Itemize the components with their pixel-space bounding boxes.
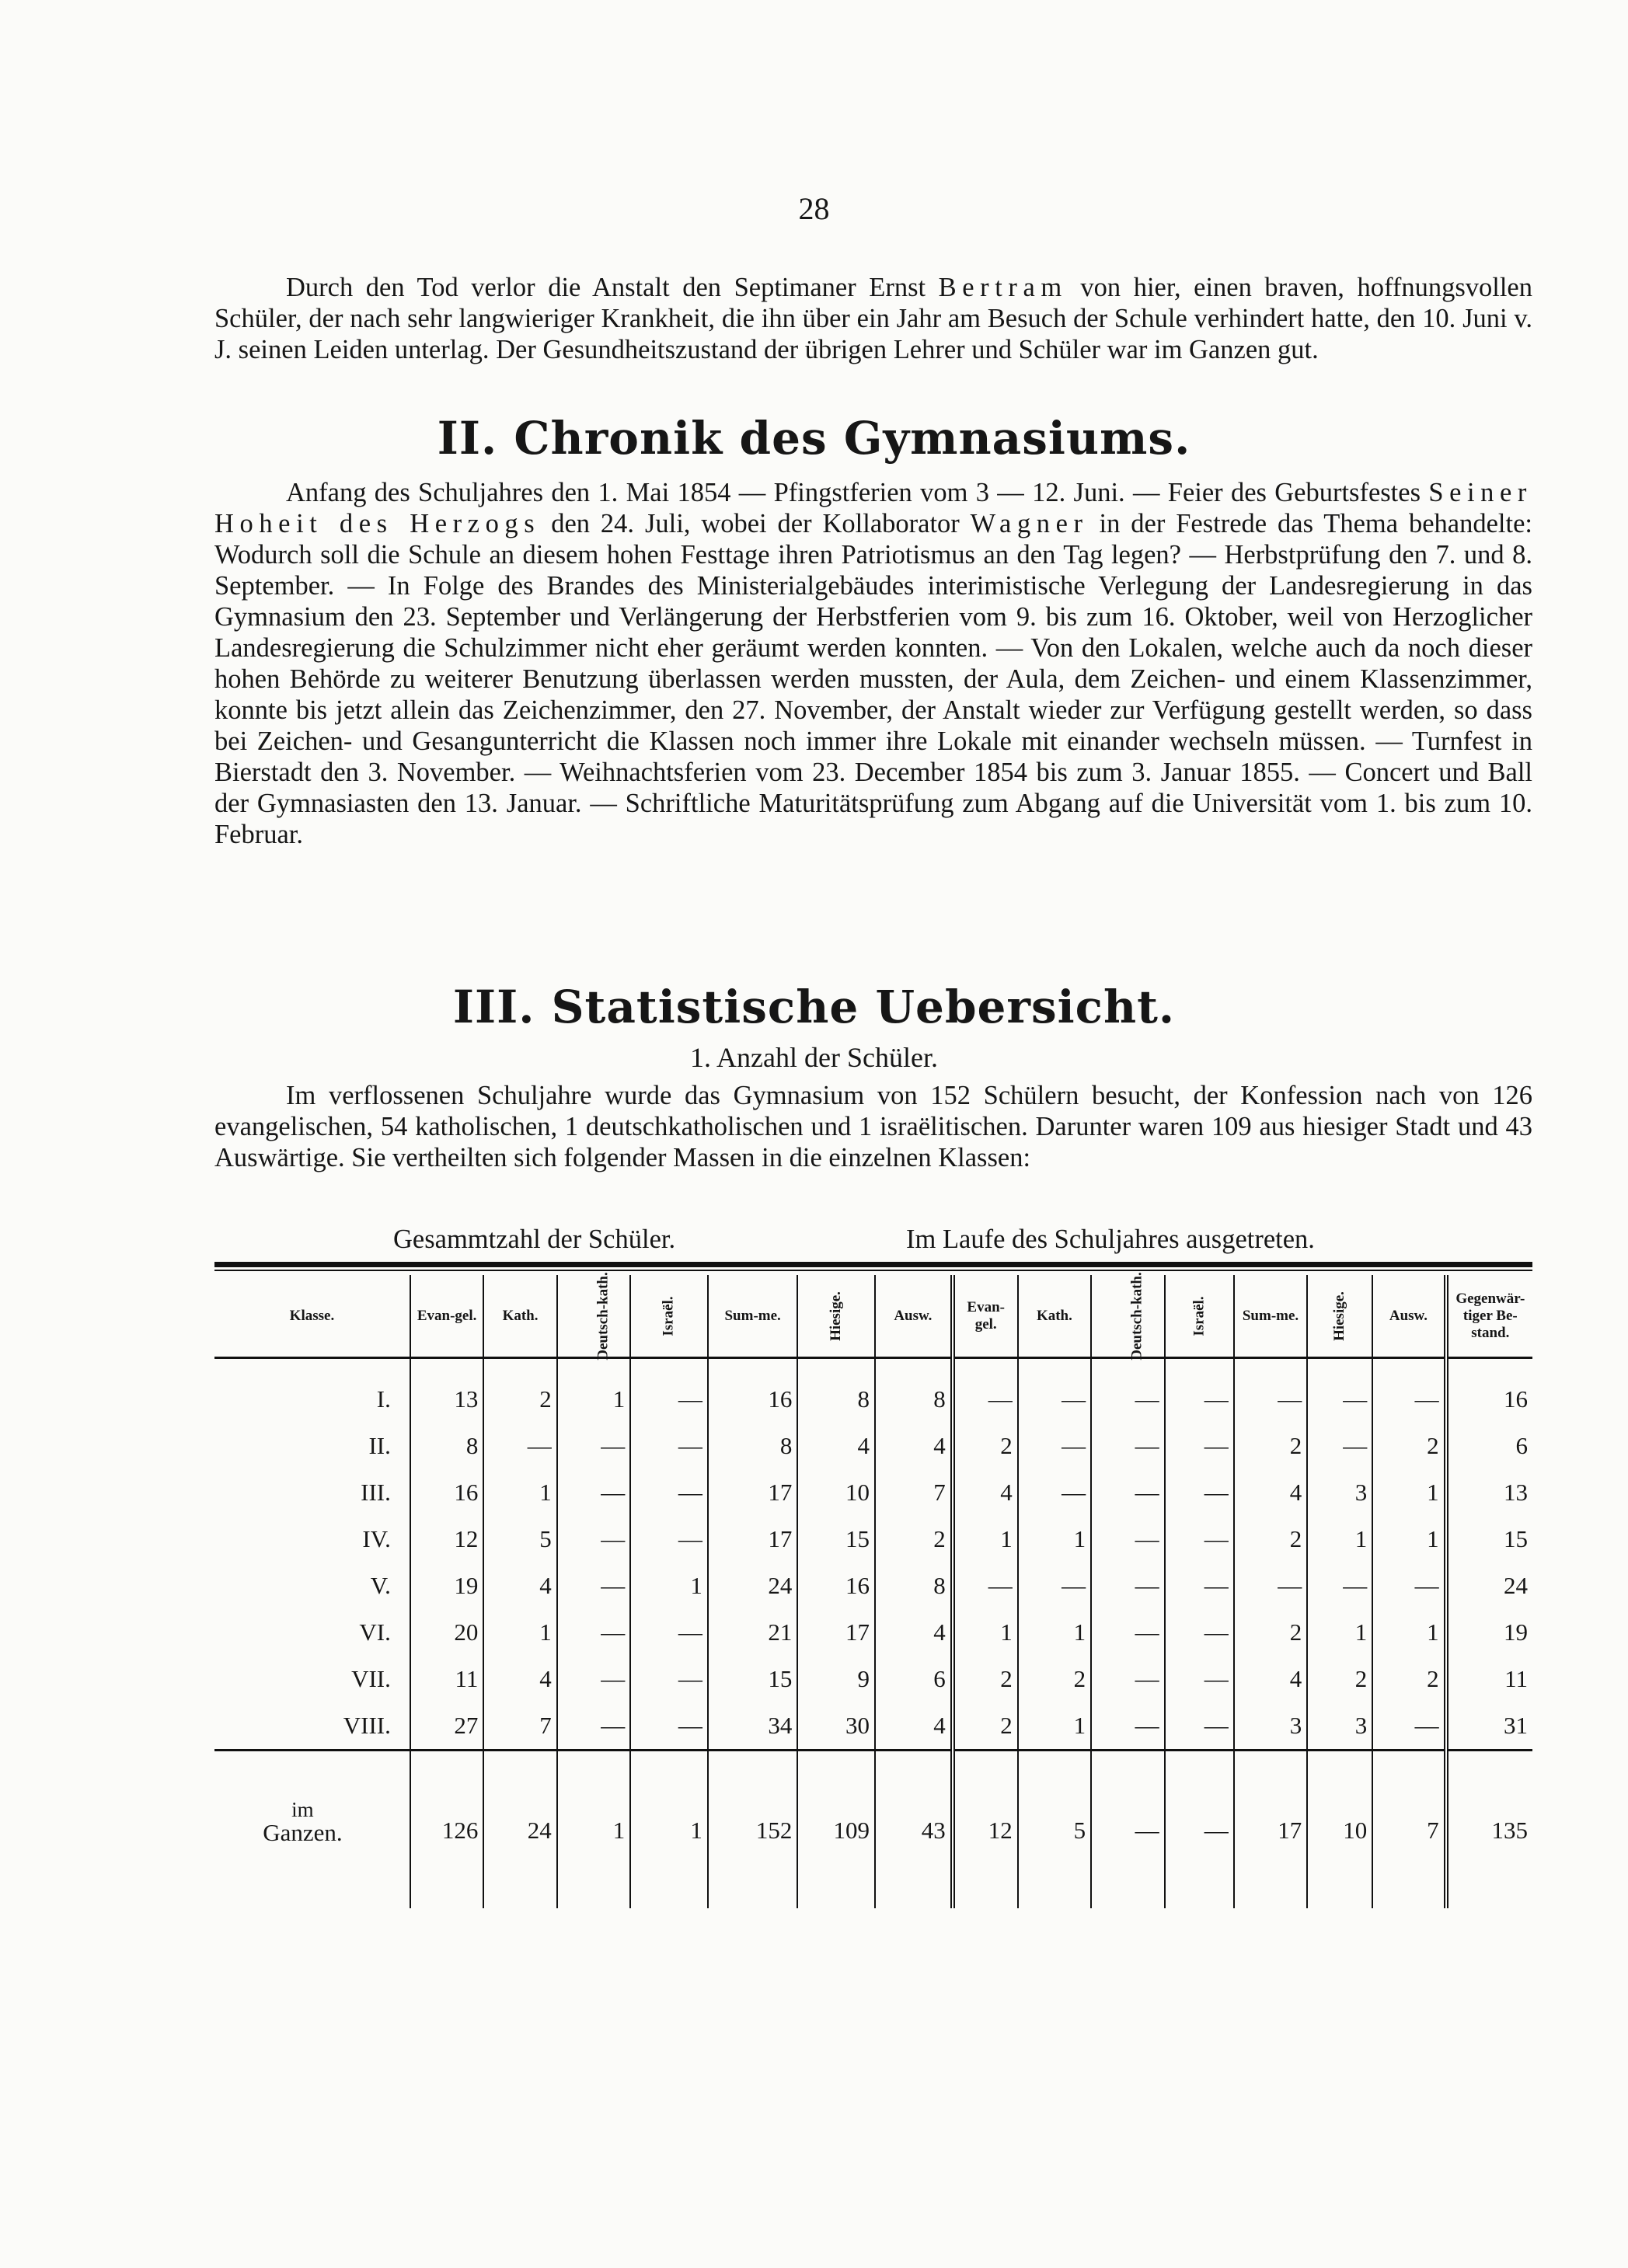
header-kath-out: Kath. [1018,1275,1091,1358]
table-cell: 17 [797,1609,875,1656]
table-cell: 3 [1234,1702,1307,1751]
table-row [214,1516,1532,1563]
table-cell: — [1372,1702,1445,1751]
table-cell: 2 [875,1516,953,1563]
table-cell: — [630,1656,708,1702]
table-cell: — [1091,1358,1164,1423]
table-cell: 27 [410,1702,483,1751]
row-class-label: VI. [359,1618,391,1646]
total-cell: 126 [410,1751,483,1859]
table-cell: — [1018,1563,1091,1609]
filler-cell [1307,1859,1372,1908]
table-cell: 2 [1307,1656,1372,1702]
table-cell: 1 [1307,1609,1372,1656]
table-cell: — [1165,1609,1234,1656]
row-class-label: VIII. [343,1712,391,1739]
filler-cell [1446,1859,1532,1908]
table-cell: — [630,1609,708,1656]
total-cell: 152 [708,1751,797,1859]
table-cell: 11 [1446,1656,1532,1702]
total-cell: 109 [797,1751,875,1859]
table-cell: 24 [708,1563,797,1609]
table-cell: 1 [1018,1702,1091,1751]
filler-cell [483,1859,556,1908]
header-klasse: Klasse. [214,1275,410,1358]
table-cell: 15 [1446,1516,1532,1563]
table-cell: 1 [1307,1516,1372,1563]
table-cell: — [953,1563,1018,1609]
header-deutschkath-out: Deutsch-kath. [1091,1275,1164,1358]
table-cell: 9 [797,1656,875,1702]
filler-cell [1091,1859,1164,1908]
table-cell: 15 [708,1656,797,1702]
total-label-bottom: Ganzen. [263,1819,343,1846]
header-evangel-out: Evan-gel. [953,1275,1018,1358]
table-cell: — [1307,1358,1372,1423]
table-cell: 16 [410,1469,483,1516]
table-cell: 19 [410,1563,483,1609]
intro-paragraph: Durch den Tod verlor die Anstalt den Septimaner Ernst Bertram von hier, einen braven, hoffnungsvollen Schüler, der nach sehr langwieriger Krankheit, die ihn über ein Jahr am Besuch der Schule verhindert hatte, den 10. Juni v. J. seinen Leiden unterlag. Der Gesundheitszustand der übrigen Lehrer und Schüler war im Ganzen gut. [214,273,1532,364]
row-class-label: I. [376,1385,391,1413]
header-ausw: Ausw. [875,1275,953,1358]
table-cell: — [1165,1469,1234,1516]
table-cell: — [1091,1656,1164,1702]
table-caption [214,1225,1532,1256]
total-label [214,1751,410,1859]
header-evangel: Evan-gel. [410,1275,483,1358]
table-cell: 1 [1372,1609,1445,1656]
table-cell: — [1307,1563,1372,1609]
table-cell: 4 [875,1702,953,1751]
student-statistics-table [214,1271,1532,1908]
table-cell: 2 [483,1358,556,1423]
table-cell: 2 [1372,1656,1445,1702]
filler-cell [953,1859,1018,1908]
table-cell: 3 [1307,1702,1372,1751]
table-cell: — [1165,1516,1234,1563]
header-hiesige: Hiesige. [797,1275,875,1358]
section-heading-statistik: III. Statistische Uebersicht. [452,981,1176,1033]
table-cell: 8 [410,1423,483,1469]
table-cell: 7 [483,1702,556,1751]
table-cell: — [1165,1656,1234,1702]
table-cell: 20 [410,1609,483,1656]
table-row [214,1469,1532,1516]
header-kath: Kath. [483,1275,556,1358]
table-cell: 5 [483,1516,556,1563]
table-cell: 2 [1234,1516,1307,1563]
header-bestand: Gegenwär-tiger Be-stand. [1446,1275,1532,1358]
table-cell: — [1165,1423,1234,1469]
table-cell: 4 [875,1609,953,1656]
table-cell: 4 [483,1656,556,1702]
filler-cell [1234,1859,1307,1908]
table-cell: 4 [875,1423,953,1469]
section-heading-chronik: II. Chronik des Gymnasiums. [437,412,1191,465]
table-cell: 6 [875,1656,953,1702]
header-israel: Israël. [630,1275,708,1358]
table-cell: — [557,1609,630,1656]
table-cell: — [557,1563,630,1609]
table-row [214,1423,1532,1469]
table-cell: — [483,1423,556,1469]
chronik-paragraph: Anfang des Schuljahres den 1. Mai 1854 — Pfingstferien vom 3 — 12. Juni. — Feier des Geburtsfestes Seiner Hoheit des Herzogs den 24. Juli, wobei der Kollaborator Wagner in der Festrede das Thema behandelte: Wodurch soll die Schule an diesem hohen Festtage ihren Patriotismus an den Tag legen? — Herbstprüfung den 7. und 8. September. — In Folge des Brandes des Ministerialgebäudes interimistische Verlegung der Landesregierung in das Gymnasium den 23. September und Verlängerung der Herbstferien vom 9. bis zum 16. Oktober, weil von Herzoglicher Landesregierung die Schulzimmer nicht eher geräumt werden konnten. — Von den Lokalen, welche auch da noch dieser hohen Behörde zu weiterer Benutzung überlassen werden mussten, der Aula, dem Zeichen- und einem Klassenzimmer, konnte bis jetzt allein das Zeichenzimmer, den 27. November, der Anstalt wieder zur Verfügung gestellt werden, so dass bei Zeichen- und Gesangunterricht die Klassen noch immer ihre Lokale mit einander wechseln müssen. — Turnfest in Bierstadt den 3. November. — Weihnachtsferien vom 23. December 1854 bis zum 3. Januar 1855. — Concert und Ball der Gymnasiasten den 13. Januar. — Schriftliche Maturitätsprüfung zum Abgang auf die Universität vom 1. bis zum 10. Februar. [214,478,1533,849]
filler-cell [1165,1859,1234,1908]
table-cell: 1 [483,1469,556,1516]
table-cell: 1 [953,1516,1018,1563]
table-cell: 2 [953,1423,1018,1469]
table-row [214,1563,1532,1609]
table-cell: 4 [1234,1656,1307,1702]
filler-cell [1018,1859,1091,1908]
table-total-row [214,1751,1532,1859]
header-deutschkath: Deutsch-kath. [557,1275,630,1358]
table-cell: — [1091,1563,1164,1609]
table-cell: 6 [1446,1423,1532,1469]
table-cell: 4 [953,1469,1018,1516]
row-class-label: II. [368,1432,391,1459]
statistik-paragraph: Im verflossenen Schuljahre wurde das Gymnasium von 152 Schülern besucht, der Konfession nach von 126 evangelischen, 54 katholischen, 1 deutschkatholischen und 1 israëlitischen. Darunter waren 109 aus hiesiger Stadt und 43 Auswärtige. Sie vertheilten sich folgender Massen in die einzelnen Klassen: [214,1081,1532,1172]
table-cell: 30 [797,1702,875,1751]
table-cell: — [1307,1423,1372,1469]
table-row [214,1609,1532,1656]
table-row [214,1702,1532,1751]
table-cell: 1 [1018,1516,1091,1563]
name-bertram: Bertram [938,273,1068,302]
table-cell: 1 [1372,1516,1445,1563]
table-cell: 8 [708,1423,797,1469]
total-label-top: im [291,1798,314,1821]
table-cell: — [630,1423,708,1469]
table-cell: 13 [410,1358,483,1423]
table-cell: — [1091,1702,1164,1751]
table-cell: — [1234,1358,1307,1423]
table-cell: 4 [1234,1469,1307,1516]
row-class-label: IV. [362,1525,391,1552]
table-cell: — [630,1516,708,1563]
table-cell: — [557,1702,630,1751]
caption-left-school: Im Laufe des Schuljahres ausgetreten. [906,1225,1315,1254]
table-cell: 1 [953,1609,1018,1656]
table-cell: 13 [1446,1469,1532,1516]
filler-cell [214,1859,410,1908]
table-cell: 3 [1307,1469,1372,1516]
row-class-label: V. [370,1572,391,1599]
row-class-label: VII. [351,1665,391,1692]
table-cell: 19 [1446,1609,1532,1656]
table-cell: 8 [875,1563,953,1609]
total-cell: 10 [1307,1751,1372,1859]
header-summe-out: Sum-me. [1234,1275,1307,1358]
header-israel-out: Israël. [1165,1275,1234,1358]
filler-cell [410,1859,483,1908]
table-filler-row [214,1859,1532,1908]
table-cell: 2 [1372,1423,1445,1469]
table-cell: 16 [1446,1358,1532,1423]
table-cell: 4 [797,1423,875,1469]
total-cell: — [1165,1751,1234,1859]
total-cell: 12 [953,1751,1018,1859]
table-cell: — [557,1516,630,1563]
total-cell: 135 [1446,1751,1532,1859]
header-summe: Sum-me. [708,1275,797,1358]
filler-cell [708,1859,797,1908]
table-cell: — [630,1469,708,1516]
page-number: 28 [798,191,830,226]
subheading-anzahl: 1. Anzahl der Schüler. [690,1042,938,1073]
table-cell: 1 [630,1563,708,1609]
table-cell: — [1234,1563,1307,1609]
table-cell: 2 [953,1702,1018,1751]
total-cell: 7 [1372,1751,1445,1859]
table-cell: — [1018,1469,1091,1516]
table-cell: — [1091,1423,1164,1469]
row-class-label: III. [361,1479,391,1506]
table-row [214,1656,1532,1702]
table-row [214,1358,1532,1423]
table-cell: — [1372,1563,1445,1609]
table-top-rule-thin [214,1270,1532,1271]
table-cell: — [557,1469,630,1516]
table-cell: — [557,1423,630,1469]
table-cell: 10 [797,1469,875,1516]
table-cell: — [630,1702,708,1751]
table-cell: 2 [1018,1656,1091,1702]
table-cell: — [557,1656,630,1702]
table-cell: 2 [1234,1423,1307,1469]
table-cell: 15 [797,1516,875,1563]
total-cell: — [1091,1751,1164,1859]
table-cell: 12 [410,1516,483,1563]
total-cell: 24 [483,1751,556,1859]
table-top-rule [214,1262,1532,1267]
table-cell: — [630,1358,708,1423]
table-cell: — [1165,1358,1234,1423]
filler-cell [797,1859,875,1908]
table-cell: 1 [483,1609,556,1656]
table-cell: 17 [708,1516,797,1563]
filler-cell [557,1859,630,1908]
table-cell: 16 [708,1358,797,1423]
table-cell: 24 [1446,1563,1532,1609]
table-cell: 16 [797,1563,875,1609]
total-cell: 43 [875,1751,953,1859]
table-cell: 17 [708,1469,797,1516]
filler-cell [875,1859,953,1908]
total-cell: 1 [557,1751,630,1859]
table-cell: 1 [1372,1469,1445,1516]
table-cell: 1 [557,1358,630,1423]
header-hiesige-out: Hiesige. [1307,1275,1372,1358]
table-cell: — [1372,1358,1445,1423]
table-cell: — [1165,1563,1234,1609]
table-cell: — [1018,1423,1091,1469]
total-cell: 5 [1018,1751,1091,1859]
table-cell: — [1091,1609,1164,1656]
table-cell: 31 [1446,1702,1532,1751]
table-cell: 4 [483,1563,556,1609]
header-ausw-out: Ausw. [1372,1275,1445,1358]
filler-cell [1372,1859,1445,1908]
total-cell: 17 [1234,1751,1307,1859]
table-cell: 8 [797,1358,875,1423]
total-cell: 1 [630,1751,708,1859]
table-cell: 21 [708,1609,797,1656]
table-cell: 11 [410,1656,483,1702]
table-cell: 2 [953,1656,1018,1702]
table-cell: — [1091,1516,1164,1563]
table-cell: — [1091,1469,1164,1516]
table-cell: — [1165,1702,1234,1751]
filler-cell [630,1859,708,1908]
table-cell: — [953,1358,1018,1423]
caption-total: Gesammtzahl der Schüler. [393,1225,676,1254]
table-cell: 1 [1018,1609,1091,1656]
table-cell: 34 [708,1702,797,1751]
table-cell: — [1018,1358,1091,1423]
table-cell: 8 [875,1358,953,1423]
table-header-row [214,1275,1532,1358]
table-cell: 2 [1234,1609,1307,1656]
table-cell: 7 [875,1469,953,1516]
